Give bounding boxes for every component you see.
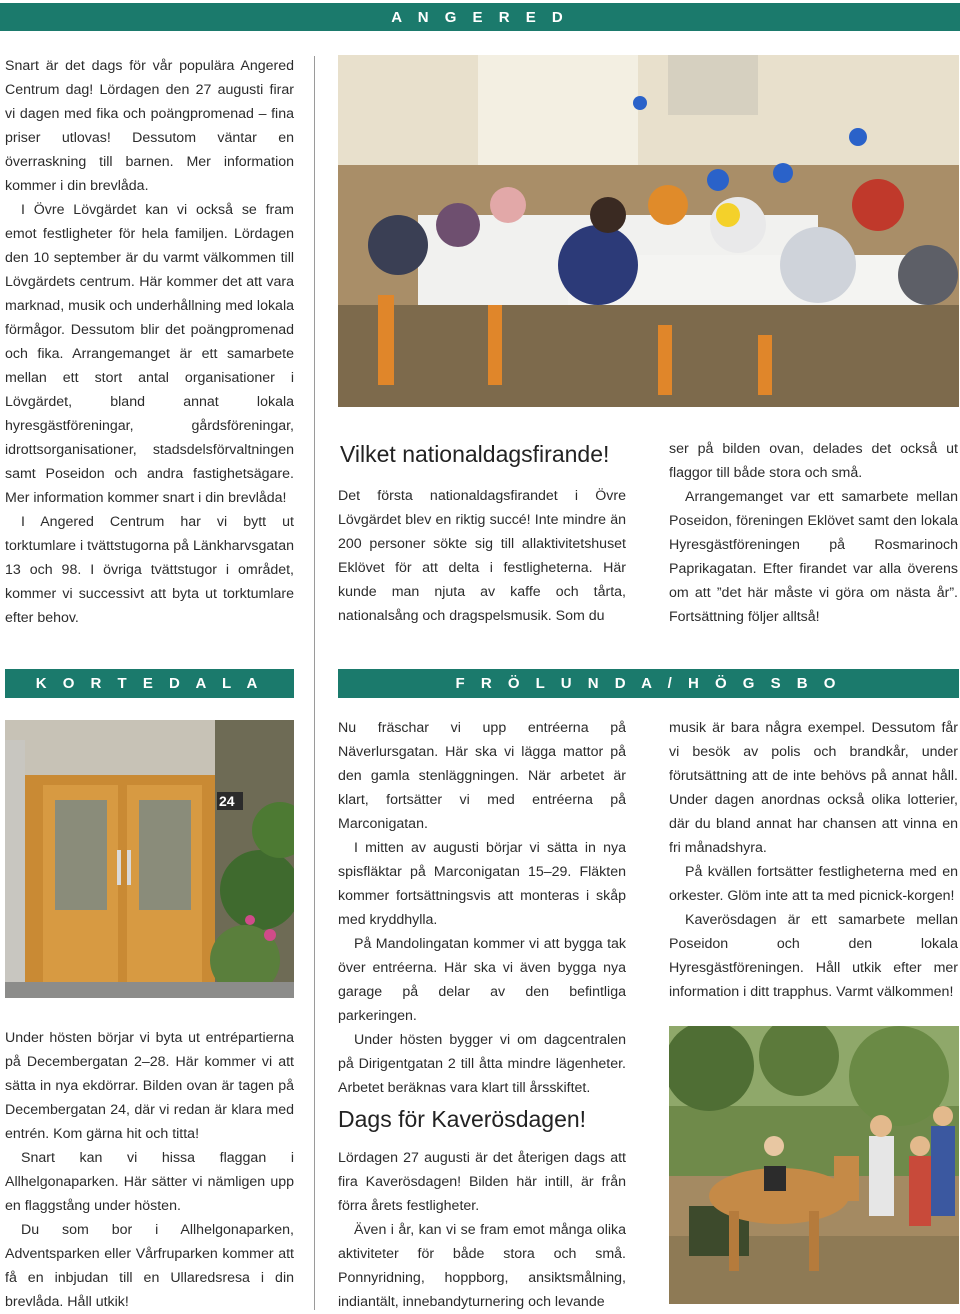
section-banner-kortedala: [5, 669, 294, 698]
paragraph: musik är bara några exempel. Dessutom får vi besök av polis och brandkår, under förutsättning att de inte behövs på annat håll. Under dagen anordnas också olika lotterier, där du bland annat har chansen att vinna en fri månadshyra.: [669, 720, 958, 856]
paragraph: Det första nationaldagsfirandet i Övre Lövgärdet blev en riktig succé! Inte mindre än 200 personer sökte sig till allaktivitetshuset Eklövet för att delta i festligheterna. Här kunde man njuta av kaffe och tårta, nationalsång och dragspelsmusik. Som du: [338, 488, 626, 624]
frolunda-column-2: [338, 716, 626, 1100]
paragraph: Nu fräschar vi upp entréerna på Näverlursgatan. Här ska vi lägga mattor på den gamla stenläggningen. När arbetet är klart, fortsätter vi med entréerna på Marconigatan.: [338, 720, 626, 832]
paragraph: Du som bor i Allhelgonaparken, Adventsparken eller Vårfruparken kommer att få en inbjudan till en Ullaredsresa i din brevlåda. Håll utkik!: [5, 1222, 294, 1310]
section-title-angered: A N G E R E D: [391, 8, 569, 26]
paragraph: Under hösten bygger vi om dagcentralen på Dirigentgatan 2 till åtta mindre lägenheter. Arbetet beräknas vara klart till årsskiftet.: [338, 1032, 626, 1096]
kortedala-column: [5, 1026, 294, 1314]
paragraph: Arrangemanget var ett samarbete mellan Poseidon, föreningen Eklövet samt den lokala Hyresgästföreningen på Rosmarinoch Paprikagatan. Efter firandet var alla överens om att ”det här måste vi göra om nästa år”. Fortsättning följer alltså!: [669, 489, 958, 625]
door-number-label: 24: [219, 793, 235, 809]
section-banner-angered: [0, 3, 960, 31]
column-divider: [314, 56, 315, 1310]
angered-column-3: [669, 437, 958, 629]
paragraph: I Övre Lövgärdet kan vi också se fram emot festligheter för hela familjen. Lördagen den 10 september är du varmt välkommen till Lövgärdets centrum. Här kommer det att vara marknad, musik och underhållning med lokala förmågor. Dessutom blir det poängpromenad och fika. Arrangemanget är ett samarbete mellan ett stort antal organisationer i Lövgärdet, bland annat lokala hyresgästföreningar, gårdsföreningar, idrottsorganisationer, stadsdelsförvaltningen samt Poseidon och andra fastighetsägare. Mer information kommer snart i din brevlåda!: [5, 202, 294, 506]
paragraph: Snart kan vi hissa flaggan i Allhelgonaparken. Här sätter vi nämligen upp en flaggstång under hösten.: [5, 1150, 294, 1214]
paragraph: Även i år, kan vi se fram emot många olika aktiviteter för både stora och små. Ponnyridning, hoppborg, ansiktsmålning, indiantält, innebandyturnering och levande: [338, 1222, 626, 1310]
paragraph: Snart är det dags för vår populära Angered Centrum dag! Lördagen den 27 augusti firar vi dagen med fika och poängpromenad – fina priser utlovas! Dessutom väntar en överraskning till barnen. Mer information kommer i din brevlåda.: [5, 58, 294, 194]
section-title-frolunda: F R Ö L U N D A / H Ö G S B O: [455, 675, 842, 692]
paragraph: På Mandolingatan kommer vi att bygga tak över entréerna. Här ska vi även bygga nya garage på delar av den befintliga parkeringen.: [338, 936, 626, 1024]
heading-nationaldag: Vilket nationaldagsfirande!: [340, 441, 610, 467]
heading-kaverosdagen: Dags för Kaverösdagen!: [338, 1106, 587, 1132]
angered-column-1: [5, 54, 294, 630]
paragraph: Under hösten börjar vi byta ut entrépartierna på Decembergatan 2–28. Här kommer vi att sätta in nya ekdörrar. Bilden ovan är tagen på Decembergatan 24, där vi redan är klara med entrén. Kom gärna hit och titta!: [5, 1030, 294, 1142]
paragraph: I mitten av augusti börjar vi sätta in nya spisfläktar på Marconigatan 15–29. Fläkten kommer fortsättningsvis att monteras i skåp med kryddhylla.: [338, 840, 626, 928]
section-title-kortedala: K O R T E D A L A: [35, 675, 264, 692]
paragraph: I Angered Centrum har vi bytt ut torktumlare i tvättstugorna på Länkharvsgatan 13 och 98. I övriga tvättstugor i området, kommer vi successivt att byta ut torktumlare efter behov.: [5, 514, 294, 626]
frolunda-column-3: [669, 716, 958, 1004]
party-photo: [338, 55, 959, 407]
paragraph: På kvällen fortsätter festligheterna med en orkester. Glöm inte att ta med picnick-korgen!: [669, 864, 958, 904]
paragraph: ser på bilden ovan, delades det också ut flaggor till både stora och små.: [669, 441, 958, 481]
paragraph: Kaverösdagen är ett samarbete mellan Poseidon och den lokala Hyresgästföreningen. Håll utkik efter mer information i ditt trapphus. Varmt välkommen!: [669, 912, 958, 1000]
paragraph: Lördagen 27 augusti är det återigen dags att fira Kaverösdagen! Bilden här intill, är från förra årets festligheter.: [338, 1150, 626, 1214]
door-photo: [5, 720, 294, 998]
angered-column-2: [338, 484, 626, 628]
pony-photo: [669, 1026, 959, 1304]
frolunda-column-2b: [338, 1146, 626, 1314]
section-banner-frolunda: [338, 669, 959, 698]
